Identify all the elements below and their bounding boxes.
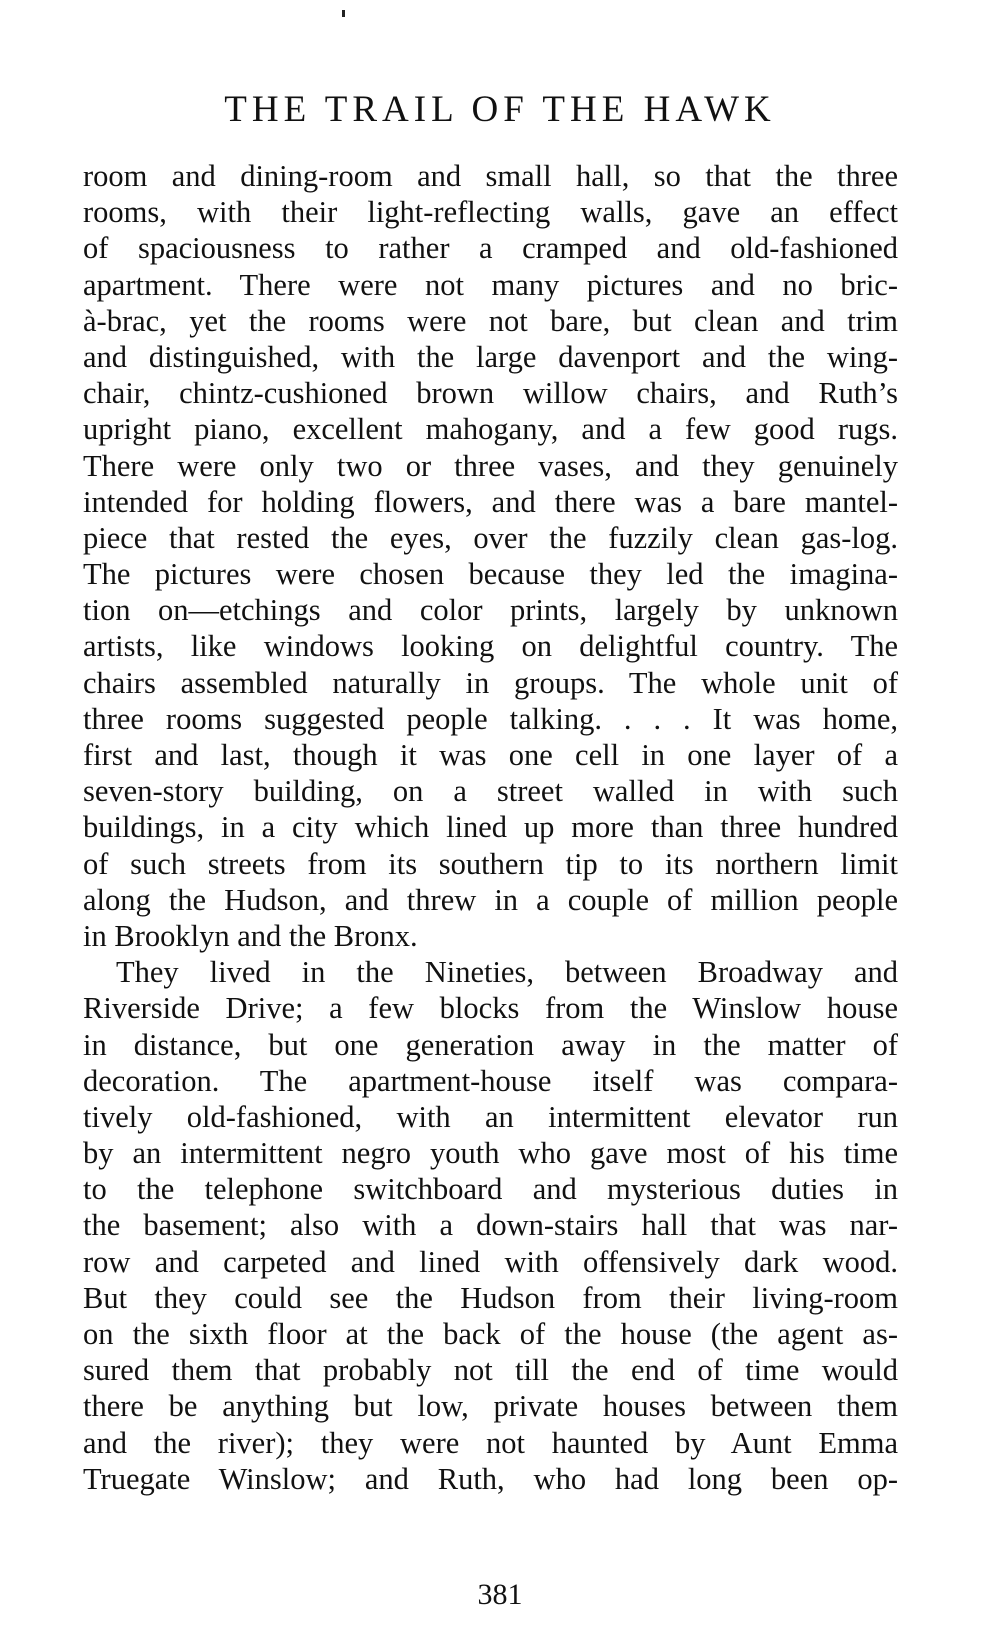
text-line: rooms, with their light-reflecting walls, gave an effect <box>83 195 898 230</box>
text-line: upright piano, excellent mahogany, and a few good rugs. <box>83 412 898 447</box>
text-line: the basement; also with a down-stairs hall that was nar- <box>83 1208 898 1243</box>
text-line: tively old-fashioned, with an intermittent elevator run <box>83 1099 898 1134</box>
text-line: chairs assembled naturally in groups. The whole unit of <box>83 665 898 700</box>
text-line: in distance, but one generation away in the matter of <box>83 1027 898 1062</box>
text-line: à-brac, yet the rooms were not bare, but clean and trim <box>83 303 898 338</box>
text-line: tion on—etchings and color prints, largely by unknown <box>83 593 898 628</box>
body-text <box>83 158 898 1497</box>
text-line: first and last, though it was one cell in one layer of a <box>83 738 898 772</box>
text-line: apartment. There were not many pictures and no bric- <box>83 267 898 302</box>
text-line: Truegate Winslow; and Ruth, who had long been op- <box>83 1461 898 1496</box>
text-line: of such streets from its southern tip to its northern limit <box>83 846 898 881</box>
text-line: artists, like windows looking on delightful country. The <box>83 629 898 664</box>
text-line: buildings, in a city which lined up more than three hundred <box>83 810 898 845</box>
text-line: sured them that probably not till the end of time would <box>83 1353 898 1388</box>
text-line: chair, chintz-cushioned brown willow chairs, and Ruth’s <box>83 376 898 411</box>
text-line: by an intermittent negro youth who gave most of his time <box>83 1136 898 1171</box>
text-line: They lived in the Nineties, between Broadway and <box>116 955 898 990</box>
text-line: The pictures were chosen because they led the imagina- <box>83 557 898 592</box>
text-line: intended for holding flowers, and there was a bare mantel- <box>83 484 898 519</box>
running-head: THE TRAIL OF THE HAWK <box>224 89 776 130</box>
text-line: Riverside Drive; a few blocks from the Winslow house <box>83 991 898 1026</box>
text-line: and distinguished, with the large davenport and the wing- <box>83 339 898 374</box>
text-line: in Brooklyn and the Bronx. <box>83 918 418 953</box>
text-line: along the Hudson, and threw in a couple of million people <box>83 882 898 917</box>
text-line: of spaciousness to rather a cramped and old-fashioned <box>83 231 898 266</box>
text-line: seven-story building, on a street walled in with such <box>83 774 898 809</box>
text-line: three rooms suggested people talking. . . . It was home, <box>83 701 898 736</box>
text-line: there be anything but low, private houses between them <box>83 1389 898 1424</box>
text-line: room and dining-room and small hall, so that the three <box>83 159 898 193</box>
print-speck <box>342 10 345 17</box>
text-line: decoration. The apartment-house itself was compara- <box>83 1063 898 1098</box>
text-line: piece that rested the eyes, over the fuzzily clean gas-log. <box>83 520 898 555</box>
text-line: on the sixth floor at the back of the house (the agent as- <box>83 1317 898 1351</box>
text-line: But they could see the Hudson from their living-room <box>83 1280 898 1315</box>
text-line: to the telephone switchboard and mysterious duties in <box>83 1172 898 1207</box>
text-line: and the river); they were not haunted by Aunt Emma <box>83 1425 898 1460</box>
page-number: 381 <box>477 1578 523 1611</box>
text-line: row and carpeted and lined with offensively dark wood. <box>83 1244 898 1279</box>
text-line: There were only two or three vases, and they genuinely <box>83 448 898 483</box>
